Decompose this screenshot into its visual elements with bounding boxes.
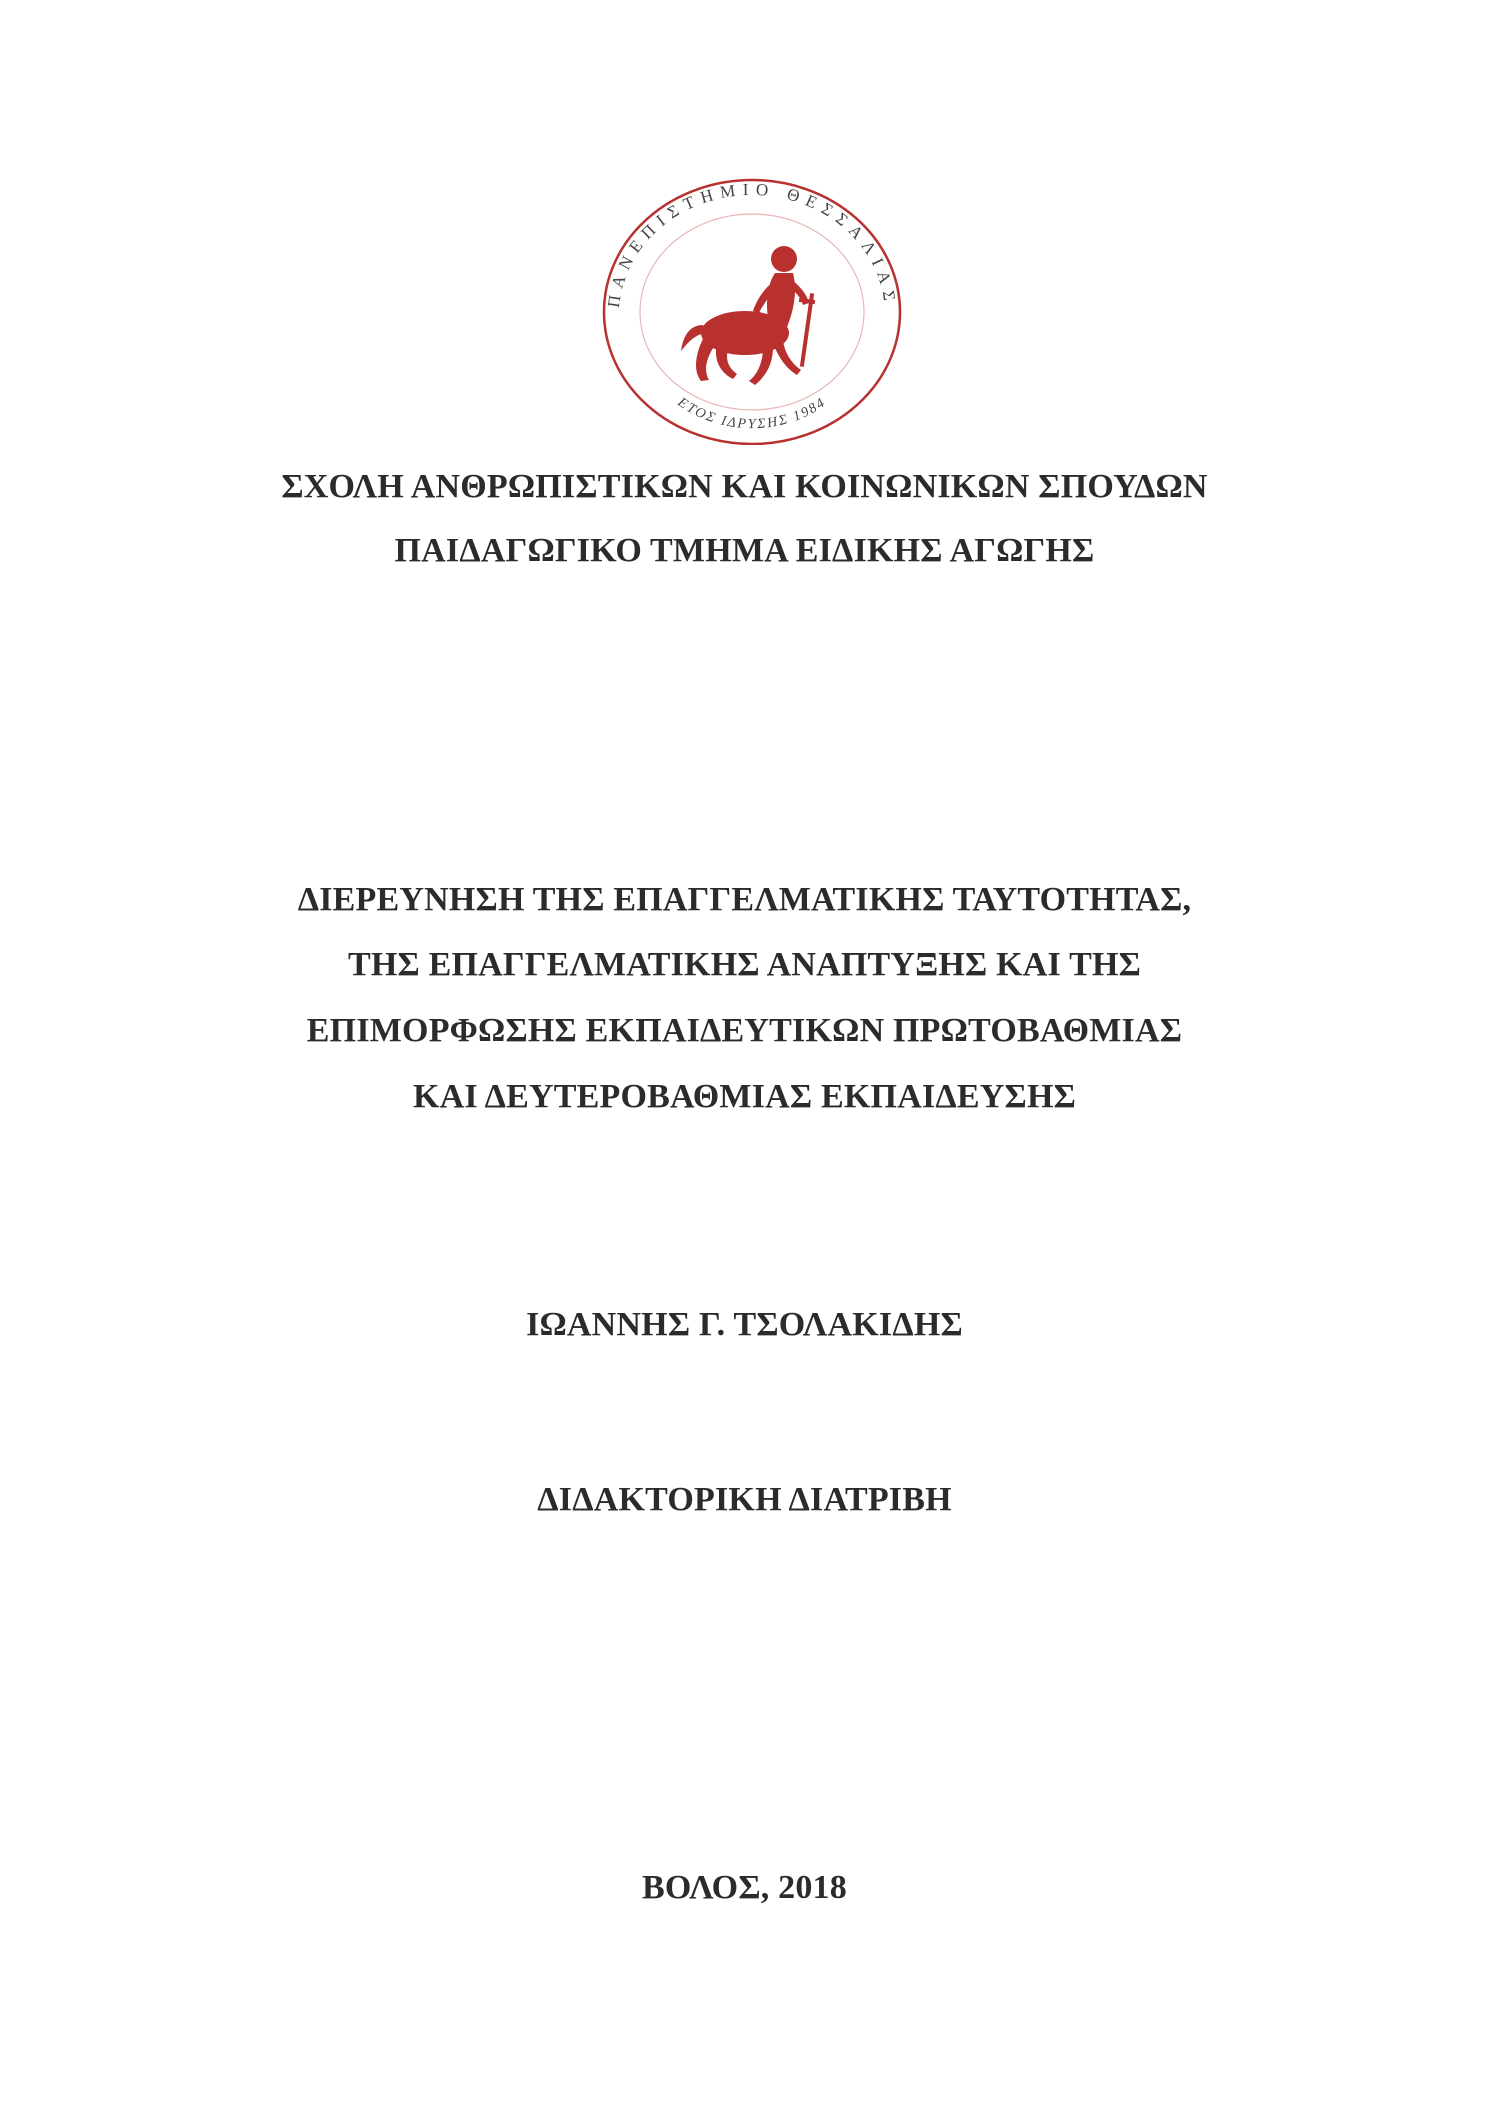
department-name: ΠΑΙΔΑΓΩΓΙΚΟ ΤΜΗΜΑ ΕΙΔΙΚΗΣ ΑΓΩΓΗΣ — [394, 532, 1095, 569]
seal-ring-text-bottom: ΕΤΟΣ ΙΔΡΥΣΗΣ 1984 — [674, 395, 830, 433]
svg-text:ΕΤΟΣ ΙΔΡΥΣΗΣ 1984 — [674, 394, 829, 432]
centaur-icon — [681, 246, 815, 385]
university-seal — [597, 175, 907, 445]
thesis-title-line: ΚΑΙ ΔΕΥΤΕΡΟΒΑΘΜΙΑΣ ΕΚΠΑΙΔΕΥΣΗΣ — [412, 1078, 1077, 1115]
document-type: ΔΙΔΑΚΤΟΡΙΚΗ ΔΙΑΤΡΙΒΗ — [537, 1481, 952, 1518]
school-name: ΣΧΟΛΗ ΑΝΘΡΩΠΙΣΤΙΚΩΝ ΚΑΙ ΚΟΙΝΩΝΙΚΩΝ ΣΠΟΥΔΩΝ — [281, 468, 1208, 505]
thesis-title-line: ΤΗΣ ΕΠΑΓΓΕΛΜΑΤΙΚΗΣ ΑΝΑΠΤΥΞΗΣ ΚΑΙ ΤΗΣ — [347, 946, 1142, 983]
thesis-title-line: ΔΙΕΡΕΥΝΗΣΗ ΤΗΣ ΕΠΑΓΓΕΛΜΑΤΙΚΗΣ ΤΑΥΤΟΤΗΤΑΣ, — [297, 881, 1192, 918]
svg-text:ΠΑΝΕΠΙΣΤΗΜΙΟ ΘΕΣΣΑΛΙΑΣ — [604, 180, 900, 309]
place-year: ΒΟΛΟΣ, 2018 — [642, 1869, 847, 1906]
author-name: ΙΩΑΝΝΗΣ Γ. ΤΣΟΛΑΚΙΔΗΣ — [526, 1306, 963, 1343]
seal-ring-text-top: ΠΑΝΕΠΙΣΤΗΜΙΟ ΘΕΣΣΑΛΙΑΣ — [603, 179, 900, 309]
university-of-thessaly-seal-icon — [597, 175, 907, 445]
thesis-title-line: ΕΠΙΜΟΡΦΩΣΗΣ ΕΚΠΑΙΔΕΥΤΙΚΩΝ ΠΡΩΤΟΒΑΘΜΙΑΣ — [306, 1012, 1183, 1049]
